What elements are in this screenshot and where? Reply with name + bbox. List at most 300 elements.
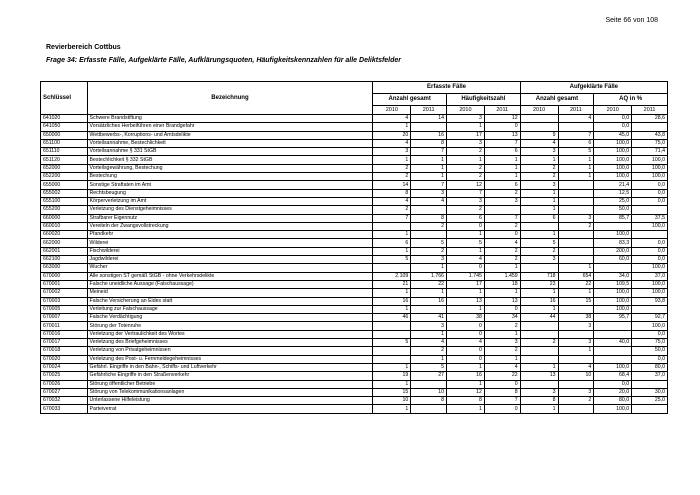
cell-key: 660000 (41, 214, 88, 222)
cell-description: Wucher (87, 264, 373, 272)
cell-value: 0 (484, 123, 520, 131)
cell-value: 100,0 (632, 156, 668, 164)
cell-value: 13 (520, 372, 558, 380)
cell-key: 670017 (41, 339, 88, 347)
cell-value: 8 (484, 388, 520, 396)
cell-value: 22 (484, 372, 520, 380)
cell-value: 12 (447, 388, 485, 396)
cell-value: 1 (373, 156, 411, 164)
cell-value: 3 (520, 256, 558, 264)
cell-value (632, 405, 668, 413)
cell-value: 2 (373, 173, 411, 181)
cell-value (594, 322, 632, 330)
header-year: 2010 (447, 106, 485, 115)
cell-value: 2 (447, 173, 485, 181)
cell-value: 1 (558, 173, 594, 181)
cell-value: 4 (484, 239, 520, 247)
cell-value: 1 (411, 164, 447, 172)
cell-value: 2 (558, 397, 594, 405)
cell-value (632, 123, 668, 131)
cell-value: 100,0 (594, 297, 632, 305)
table-row (41, 397, 668, 405)
cell-description: Meineid (87, 289, 373, 297)
cell-value: 4 (411, 339, 447, 347)
cell-value: 654 (558, 272, 594, 280)
cell-value: 43,8 (632, 131, 668, 139)
cell-value (373, 222, 411, 230)
header-haeufigkeitszahl: Häufigkeitszahl (447, 94, 521, 106)
cell-value: 100,0 (594, 164, 632, 172)
cell-key: 660010 (41, 222, 88, 230)
cell-value: 1 (447, 123, 485, 131)
cell-value: 100,0 (632, 264, 668, 272)
cell-description: Falsche Versicherung an Eides statt (87, 297, 373, 305)
table-row (41, 115, 668, 123)
cell-key: 670024 (41, 363, 88, 371)
cell-value: 0,0 (632, 247, 668, 255)
cell-value: 100,0 (594, 363, 632, 371)
table-row (41, 222, 668, 230)
cell-description: Wilderei (87, 239, 373, 247)
cell-value: 1.766 (411, 272, 447, 280)
cell-value: 3 (411, 189, 447, 197)
cell-value: 100,0 (594, 156, 632, 164)
cell-value: 2 (484, 256, 520, 264)
cell-value: 2 (447, 164, 485, 172)
cell-value: 8 (447, 397, 485, 405)
cell-description: Verleitung zur Falschaussage (87, 305, 373, 313)
cell-key: 655000 (41, 181, 88, 189)
cell-value: 0,0 (594, 123, 632, 131)
table-row (41, 388, 668, 396)
table-row (41, 156, 668, 164)
page-number: Seite 66 von 108 (605, 17, 658, 24)
cell-value: 16 (520, 297, 558, 305)
cell-value: 15 (373, 388, 411, 396)
cell-key: 670005 (41, 305, 88, 313)
cell-value: 5 (373, 339, 411, 347)
cell-value: 75,0 (632, 139, 668, 147)
cell-value: 38 (558, 314, 594, 322)
cell-value: 5 (411, 239, 447, 247)
cell-value: 22 (411, 280, 447, 288)
cell-description: Alle sonstigen ST gemäß StGB - ohne Verkehrsdelikte (87, 272, 373, 280)
cell-value (520, 115, 558, 123)
header-aufgeklaerte-faelle: Aufgeklärte Fälle (520, 82, 667, 94)
cell-value (594, 222, 632, 230)
cell-value: 1 (520, 305, 558, 313)
cell-value: 4 (447, 339, 485, 347)
cell-value: 1 (520, 231, 558, 239)
cell-value: 75,0 (632, 339, 668, 347)
cell-value: 6 (520, 214, 558, 222)
table-row (41, 314, 668, 322)
cell-key: 670001 (41, 280, 88, 288)
cell-value (411, 123, 447, 131)
cell-value (411, 380, 447, 388)
table-row (41, 264, 668, 272)
cell-value (520, 347, 558, 355)
cell-value: 1 (484, 156, 520, 164)
cell-value (373, 347, 411, 355)
cell-value (558, 189, 594, 197)
cell-key: 670032 (41, 397, 88, 405)
cell-value: 16 (447, 372, 485, 380)
table-row (41, 322, 668, 330)
cell-value: 6 (484, 181, 520, 189)
header-erfasste-faelle: Erfasste Fälle (373, 82, 520, 94)
cell-value: 1 (373, 363, 411, 371)
cell-value: 5 (558, 148, 594, 156)
cell-value: 2 (484, 347, 520, 355)
cell-description: Verletzung des Briefgeheimnisses (87, 339, 373, 347)
cell-value: 3 (484, 339, 520, 347)
cell-value: 1 (484, 173, 520, 181)
cell-value (632, 231, 668, 239)
cell-value: 2 (484, 247, 520, 255)
table-row (41, 197, 668, 205)
cell-value (594, 330, 632, 338)
cell-value: 4 (373, 139, 411, 147)
cell-value (558, 206, 594, 214)
cell-description: Störung von Telekommunikationsanlagen (87, 388, 373, 396)
cell-value: 0 (484, 405, 520, 413)
cell-value: 13 (484, 297, 520, 305)
cell-key: 652200 (41, 173, 88, 181)
cell-value: 0 (447, 347, 485, 355)
cell-value: 44 (520, 314, 558, 322)
cell-value: 100,0 (632, 322, 668, 330)
cell-value: 71,4 (632, 148, 668, 156)
header-year: 2011 (632, 106, 668, 115)
cell-value: 8 (373, 189, 411, 197)
cell-value: 0,0 (632, 197, 668, 205)
cell-value (558, 355, 594, 363)
question-title: Frage 34: Erfasste Fälle, Aufgeklärte Fälle, Aufklärungsquoten, Häufigkeitskennzahlen für alle Deliktsfelder (46, 57, 402, 64)
cell-value: 85,7 (594, 214, 632, 222)
cell-value: 2 (520, 173, 558, 181)
region-title: Revierbereich Cottbus (46, 44, 121, 51)
cell-value: 1 (447, 247, 485, 255)
cell-key: 670026 (41, 380, 88, 388)
cell-value: 22 (558, 280, 594, 288)
cell-value: 3 (558, 339, 594, 347)
cell-value: 1.459 (484, 272, 520, 280)
cell-key: 670003 (41, 297, 88, 305)
table-row (41, 256, 668, 264)
cell-value: 2 (520, 164, 558, 172)
cell-description: Rechtsbeugung (87, 189, 373, 197)
cell-value: 17 (447, 131, 485, 139)
cell-value: 34 (484, 314, 520, 322)
cell-value (411, 405, 447, 413)
cell-value (558, 405, 594, 413)
cell-description: Vorsätzliches Herbeiführen einer Brandgefahr (87, 123, 373, 131)
cell-value: 34,0 (594, 272, 632, 280)
cell-value: 21 (373, 280, 411, 288)
table-row (41, 139, 668, 147)
cell-value: 1 (484, 355, 520, 363)
cell-description: Störung der Totenruhe (87, 322, 373, 330)
cell-value: 3 (411, 256, 447, 264)
cell-value (484, 206, 520, 214)
cell-value: 1 (411, 264, 447, 272)
table-row (41, 305, 668, 313)
cell-value (632, 305, 668, 313)
cell-value: 8 (411, 397, 447, 405)
header-year: 2010 (594, 106, 632, 115)
cell-description: Verletzung der Vertraulichkeit des Wortes (87, 330, 373, 338)
cell-value: 0 (447, 222, 485, 230)
cell-value: 1 (373, 289, 411, 297)
cell-value (558, 256, 594, 264)
table-row (41, 339, 668, 347)
cell-value (520, 330, 558, 338)
cell-value: 30,0 (632, 388, 668, 396)
cell-value: 4 (558, 115, 594, 123)
table-row (41, 347, 668, 355)
cell-value: 27 (411, 372, 447, 380)
cell-value: 1 (411, 289, 447, 297)
cell-value: 3 (447, 197, 485, 205)
cell-value: 2 (411, 347, 447, 355)
cell-value (411, 206, 447, 214)
cell-value: 8 (411, 214, 447, 222)
cell-value: 1 (520, 405, 558, 413)
cell-key: 662001 (41, 247, 88, 255)
header-year: 2011 (558, 106, 594, 115)
cell-key: 670025 (41, 372, 88, 380)
cell-value (520, 322, 558, 330)
cell-description: Vorteilsannahme § 331 StGB (87, 148, 373, 156)
cell-value: 0,0 (632, 239, 668, 247)
cell-value: 1 (558, 264, 594, 272)
cell-value: 25,0 (632, 397, 668, 405)
cell-key: 663000 (41, 264, 88, 272)
cell-value: 37,0 (632, 272, 668, 280)
cell-value (520, 380, 558, 388)
cell-key: 670027 (41, 388, 88, 396)
cell-value: 0 (447, 322, 485, 330)
cell-value: 1 (373, 231, 411, 239)
cell-value: 0 (447, 330, 485, 338)
cell-value: 4 (558, 363, 594, 371)
cell-value: 80,0 (594, 397, 632, 405)
table-row (41, 189, 668, 197)
cell-value: 2 (447, 206, 485, 214)
cell-value: 1 (447, 363, 485, 371)
cell-key: 662100 (41, 256, 88, 264)
table-row (41, 181, 668, 189)
cell-value: 93,8 (632, 297, 668, 305)
header-year: 2011 (484, 106, 520, 115)
cell-value: 7 (411, 148, 447, 156)
cell-value: 12 (447, 181, 485, 189)
cell-value: 1 (484, 330, 520, 338)
cell-value: 83,3 (594, 239, 632, 247)
cell-value: 21,4 (594, 181, 632, 189)
cell-value: 7 (558, 131, 594, 139)
cell-key: 655002 (41, 189, 88, 197)
cell-value: 8 (520, 397, 558, 405)
cell-value: 10 (373, 397, 411, 405)
cell-value: 68,4 (594, 372, 632, 380)
cell-value (594, 355, 632, 363)
cell-value: 4 (373, 197, 411, 205)
cell-description: Verletzung des Post- u. Fernmeldegeheimnisses (87, 355, 373, 363)
table-row (41, 355, 668, 363)
cell-key: 651110 (41, 148, 88, 156)
table-row (41, 272, 668, 280)
cell-description: Fischwilderei (87, 247, 373, 255)
cell-value: 1 (411, 173, 447, 181)
cell-value: 100,0 (632, 280, 668, 288)
cell-value: 5 (520, 239, 558, 247)
cell-value (594, 264, 632, 272)
table-row (41, 214, 668, 222)
cell-value: 2 (484, 222, 520, 230)
cell-value: 100,0 (632, 164, 668, 172)
cell-value (558, 181, 594, 189)
cell-description: Vereiteln der Zwangsvollstreckung (87, 222, 373, 230)
cell-value: 200,0 (594, 247, 632, 255)
cell-value: 0,0 (632, 330, 668, 338)
table-row (41, 280, 668, 288)
cell-value: 109,5 (594, 280, 632, 288)
table-row (41, 297, 668, 305)
cell-value: 100,0 (632, 222, 668, 230)
cell-value (632, 380, 668, 388)
cell-value: 28,6 (632, 115, 668, 123)
cell-value: 1 (373, 247, 411, 255)
table-row (41, 247, 668, 255)
cell-value: 13 (447, 297, 485, 305)
cell-value: 3 (447, 115, 485, 123)
cell-value (520, 123, 558, 131)
table-row (41, 206, 668, 214)
cell-value: 1 (447, 289, 485, 297)
cell-description: Vorteilsannahme, Bestechlichkeit (87, 139, 373, 147)
cell-value (558, 123, 594, 131)
cell-value: 38 (447, 314, 485, 322)
cell-key: 670000 (41, 272, 88, 280)
cell-value: 7 (484, 397, 520, 405)
table-row (41, 330, 668, 338)
cell-value: 8 (411, 139, 447, 147)
cell-value: 100,0 (594, 405, 632, 413)
cell-value: 1 (484, 164, 520, 172)
cell-value: 15 (558, 297, 594, 305)
cell-value: 10 (411, 388, 447, 396)
cell-value: 1 (373, 405, 411, 413)
cell-description: Wettbewerbs-, Korruptions- und Amtsdelikte (87, 131, 373, 139)
cell-value: 100,0 (594, 305, 632, 313)
cell-value (373, 264, 411, 272)
cell-value: 100,0 (594, 231, 632, 239)
cell-value: 4 (411, 197, 447, 205)
cell-value: 13 (484, 131, 520, 139)
cell-value (558, 305, 594, 313)
cell-value: 100,0 (594, 173, 632, 181)
cell-value: 2 (484, 189, 520, 197)
cell-value: 1 (520, 156, 558, 164)
cell-value (520, 355, 558, 363)
cell-value: 1 (520, 206, 558, 214)
table-row (41, 231, 668, 239)
cell-value: 1 (558, 156, 594, 164)
table-row (41, 131, 668, 139)
cell-key: 660020 (41, 231, 88, 239)
cell-value (411, 231, 447, 239)
cell-value: 3 (520, 181, 558, 189)
cell-value: 3 (411, 322, 447, 330)
table-row (41, 380, 668, 388)
header-year: 2010 (520, 106, 558, 115)
cell-value: 7 (484, 139, 520, 147)
cell-description: Vorteilsgewährung, Bestechung (87, 164, 373, 172)
cell-value (558, 330, 594, 338)
header-aq-percent: AQ in % (594, 94, 668, 106)
cell-value (558, 247, 594, 255)
header-anzahl-gesamt-erfasst: Anzahl gesamt (373, 94, 447, 106)
cell-value: 0,0 (632, 189, 668, 197)
cell-value: 100,0 (632, 289, 668, 297)
cell-value: 4 (484, 363, 520, 371)
cell-value: 50,0 (632, 347, 668, 355)
cell-value: 1 (447, 380, 485, 388)
cell-value: 2 (373, 206, 411, 214)
cell-value (558, 239, 594, 247)
cell-value: 5 (411, 363, 447, 371)
table-row (41, 123, 668, 131)
cell-value: 23 (520, 280, 558, 288)
cell-value: 20 (373, 131, 411, 139)
cell-value: 10 (558, 372, 594, 380)
cell-value: 0 (484, 380, 520, 388)
cell-key: 670016 (41, 330, 88, 338)
cell-value: 0,0 (632, 256, 668, 264)
cell-description: Gefährl. Eingriffe in den Bahn-, Schiffs- und Luftverkehr (87, 363, 373, 371)
cell-value: 7 (447, 189, 485, 197)
cell-key: 670020 (41, 355, 88, 363)
cell-key: 655200 (41, 206, 88, 214)
cell-value: 6 (558, 139, 594, 147)
cell-value: 92,7 (632, 314, 668, 322)
cell-value: 2 (373, 164, 411, 172)
cell-value (520, 264, 558, 272)
cell-value: 100,0 (632, 173, 668, 181)
cell-value: 1 (411, 330, 447, 338)
cell-value: 0 (484, 305, 520, 313)
cell-value: 2 (520, 247, 558, 255)
cell-value: 4 (373, 115, 411, 123)
header-anzahl-gesamt-aufgeklaert: Anzahl gesamt (520, 94, 594, 106)
cell-description: Strafbarer Eigennutz (87, 214, 373, 222)
cell-value: 1 (447, 305, 485, 313)
table-row (41, 289, 668, 297)
cell-description: Sonstige Straftaten im Amt (87, 181, 373, 189)
cell-value: 2.109 (373, 272, 411, 280)
cell-value (411, 305, 447, 313)
cell-value (558, 197, 594, 205)
cell-value: 3 (520, 388, 558, 396)
cell-description: Bestechung (87, 173, 373, 181)
cell-value: 12,5 (594, 189, 632, 197)
cell-value (520, 222, 558, 230)
table-row (41, 239, 668, 247)
cell-value: 4 (447, 256, 485, 264)
cell-value: 1 (447, 405, 485, 413)
